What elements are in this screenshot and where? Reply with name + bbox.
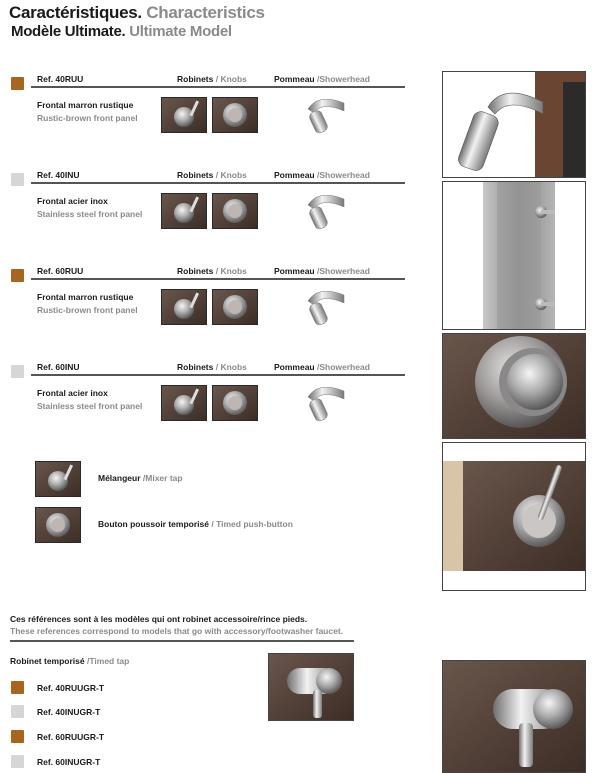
- push-knob-thumb: [212, 289, 258, 325]
- showerhead-header: [274, 170, 370, 180]
- note-fr: Ces références sont à les modèles qui ont robinet accessoire/rince pieds.: [10, 614, 308, 624]
- knobs-header: [177, 266, 247, 276]
- knobs-header: [177, 74, 247, 84]
- timed-tap-thumb: [268, 653, 354, 721]
- panel-en: Stainless steel front panel: [37, 209, 143, 219]
- timed-tap-ref: Ref. 60INUGR-T: [37, 757, 101, 767]
- timed-tap-label: [10, 656, 129, 666]
- mixer-tap-thumb: [35, 461, 81, 497]
- title-fr: Caractéristiques.: [9, 3, 142, 22]
- stainless-panel-photo: [442, 181, 586, 330]
- timed-tap-sep: /: [84, 656, 90, 666]
- panel-fr: Frontal acier inox: [37, 388, 108, 398]
- showerhead-sep: /: [314, 362, 320, 372]
- showerhead-header: [274, 362, 370, 372]
- page-subtitle: [11, 23, 232, 40]
- mixer-sep: /: [140, 473, 146, 483]
- color-swatch: [11, 77, 24, 90]
- showerhead-icon: [298, 95, 346, 135]
- model-ref: Ref. 40INU: [37, 170, 80, 180]
- panel-en: Stainless steel front panel: [37, 401, 143, 411]
- panel-en: Rustic-brown front panel: [37, 113, 138, 123]
- mixer-knob-thumb: [161, 385, 207, 421]
- panel-fr: Frontal marron rustique: [37, 292, 134, 302]
- timed-tap-fr: Robinet temporisé: [10, 656, 85, 666]
- timed-tap-ref: Ref. 40INUGR-T: [37, 707, 101, 717]
- row-divider: [31, 374, 405, 376]
- showerhead-photo: [442, 71, 586, 178]
- showerhead-fr: Pommeau: [274, 170, 315, 180]
- push-button-thumb: [35, 507, 81, 543]
- showerhead-icon: [298, 191, 346, 231]
- row-divider: [31, 86, 405, 88]
- title-en: Characteristics: [146, 3, 265, 22]
- push-knob-thumb: [212, 97, 258, 133]
- row-divider: [31, 182, 405, 184]
- push-button-closeup-photo: [442, 333, 586, 439]
- knobs-fr: Robinets: [177, 170, 214, 180]
- timed-tap-en: Timed tap: [89, 656, 130, 666]
- knobs-fr: Robinets: [177, 74, 214, 84]
- timed-tap-ref: Ref. 60RUUGR-T: [37, 732, 105, 742]
- color-swatch: [11, 705, 24, 718]
- subtitle-en: Ultimate Model: [129, 23, 232, 40]
- showerhead-en: Showerhead: [319, 74, 370, 84]
- knobs-header: [177, 170, 247, 180]
- timed-tap-closeup-photo: [442, 660, 586, 773]
- mixer-knob-thumb: [161, 97, 207, 133]
- color-swatch: [11, 173, 24, 186]
- push-en: Timed push-button: [216, 519, 293, 529]
- showerhead-en: Showerhead: [319, 362, 370, 372]
- panel-en: Rustic-brown front panel: [37, 305, 138, 315]
- note-divider: [10, 640, 354, 642]
- showerhead-sep: /: [314, 266, 320, 276]
- mixer-knob-thumb: [161, 193, 207, 229]
- showerhead-sep: /: [314, 170, 320, 180]
- note-en: These references correspond to models that go with accessory/footwasher faucet.: [10, 626, 344, 636]
- knobs-sep: /: [213, 74, 221, 84]
- push-knob-thumb: [212, 193, 258, 229]
- panel-fr: Frontal marron rustique: [37, 100, 134, 110]
- mixer-en: Mixer tap: [145, 473, 183, 483]
- knobs-sep: /: [213, 266, 221, 276]
- model-ref: Ref. 40RUU: [37, 74, 84, 84]
- push-sep: /: [208, 519, 217, 529]
- page-title: [9, 3, 265, 23]
- mixer-tap-closeup-photo: [442, 442, 586, 591]
- knobs-en: Knobs: [220, 266, 247, 276]
- knobs-fr: Robinets: [177, 266, 214, 276]
- showerhead-sep: /: [314, 74, 320, 84]
- knobs-header: [177, 362, 247, 372]
- mixer-knob-thumb: [161, 289, 207, 325]
- color-swatch: [11, 269, 24, 282]
- color-swatch: [11, 365, 24, 378]
- showerhead-icon: [298, 383, 346, 423]
- color-swatch: [11, 755, 24, 768]
- push-knob-thumb: [212, 385, 258, 421]
- knobs-en: Knobs: [220, 74, 247, 84]
- showerhead-en: Showerhead: [319, 266, 370, 276]
- showerhead-en: Showerhead: [319, 170, 370, 180]
- row-divider: [31, 278, 405, 280]
- showerhead-fr: Pommeau: [274, 74, 315, 84]
- knobs-sep: /: [213, 362, 221, 372]
- knobs-en: Knobs: [220, 170, 247, 180]
- showerhead-fr: Pommeau: [274, 362, 315, 372]
- mixer-fr: Mélangeur: [98, 473, 141, 483]
- push-fr: Bouton poussoir temporisé: [98, 519, 209, 529]
- mixer-tap-label: [98, 473, 183, 483]
- model-ref: Ref. 60INU: [37, 362, 80, 372]
- panel-fr: Frontal acier inox: [37, 196, 108, 206]
- showerhead-header: [274, 74, 370, 84]
- color-swatch: [11, 730, 24, 743]
- color-swatch: [11, 681, 24, 694]
- showerhead-header: [274, 266, 370, 276]
- timed-tap-ref: Ref. 40RUUGR-T: [37, 683, 105, 693]
- subtitle-fr: Modèle Ultimate.: [11, 23, 126, 40]
- model-ref: Ref. 60RUU: [37, 266, 84, 276]
- push-button-label: [98, 519, 293, 529]
- showerhead-icon: [298, 287, 346, 327]
- knobs-fr: Robinets: [177, 362, 214, 372]
- knobs-sep: /: [213, 170, 221, 180]
- knobs-en: Knobs: [220, 362, 247, 372]
- showerhead-fr: Pommeau: [274, 266, 315, 276]
